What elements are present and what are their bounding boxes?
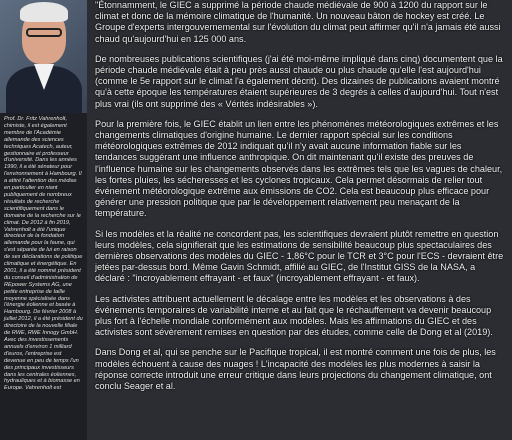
article-body (93, 0, 507, 440)
paragraph: Pour la première fois, le GIEC établit un lien entre les phénomènes météorologiques extrêmes et les changements climatiques d'origine humaine. Le dernier rapport spécial sur les conditions météorologiques extrêmes de 2012 indiquait qu'il n'y avait aucune information fiable sur les tendances suggérant une influence anthropique. On dit maintenant qu'il existe des preuves de l'influence humaine sur les changements observés dans les extrêmes tels que les vagues de chaleur, les fortes pluies, les sécheresses et les cyclones tropicaux. Cela permet désormais de relier tout événement météorologique extrême aux émissions de CO2. Cela est beaucoup plus efficace pour générer une pression politique que par le développement relativement peu menaçant de la température. (95, 118, 503, 219)
author-sidebar (0, 0, 87, 440)
author-bio: Prof. Dr. Fritz Vahrenholt, chimiste, il est également membre de l'Académie allemande des sciences techniques Acatech, auteur, gestionnaire et professeur d'université. Dans les années 1990, il a été sénateur pour l'environnement à Hambourg. Il a attiré l'attention des médias en particulier en niant publiquement de nombreux résultats de recherche scientifiquement dans le domaine de la recherche sur le climat. De 2012 à fin 2019, Vahrenholt a été l'unique directeur de la fondation allemande pour la faune, qui s'est séparée de lui en raison de ses déclarations de politique climatique et énergétique. En 2001, il a été nommé président du conseil d'administration de REpower Systems AG, une petite entreprise de taille moyenne spécialisée dans l'énergie éolienne et basée à Hambourg. De février 2008 à juillet 2012, il a été président du directoire de la nouvelle filiale de RWE, RWE Innogy GmbH. Avec des investissements annuels d'environ 1 milliard d'euros, l'entreprise est devenue en peu de temps l'un des principaux investisseurs dans les centrales éoliennes, hydrauliques et à biomasse en Europe. Vahrenholt est (4, 116, 83, 392)
paragraph: Si les modèles et la réalité ne concordent pas, les scientifiques devraient plutôt remettre en question leurs modèles, cela signifierait que les estimations de sensibilité beaucoup plus spectaculaires des dernières observations des modèles du GIEC - 1,86°C pour le TCR et 3°C pour l'ECS - devraient être jetées par-dessus bord. Même Gavin Schmidt, affilié au GIEC, de l'Institut GISS de la NASA, a déclaré : "incroyablement effrayant - et faux" (incroyablement effrayant - et faux). (95, 228, 504, 284)
author-photo (0, 0, 87, 113)
paragraph: "Étonnamment, le GIEC a supprimé la période chaude médiévale de 900 à 1200 du rapport sur le climat et donc de la mémoire climatique de l'humanité. Un nouveau bâton de hockey est créé. Le Groupe d'experts intergouvernemental sur l'évolution du climat peut affirmer qu'il n'a jamais été aussi chaud qu'aujourd'hui en 125 000 ans. (95, 0, 501, 44)
paragraph: De nombreuses publications scientifiques (j'ai été moi-même impliqué dans cinq) documentent que la période chaude médiévale était à peu près aussi chaude ou plus chaude qu'elle l'est aujourd'hui (comme le 5e rapport sur le climat l'a également décrit). Des dizaines de publications avaient montré qu'à cette époque les températures étaient supérieures de 3 degrés à celles d'aujourd'hui. Tout n'est plus vrai (ils ont supprimé des « Vérités indésirables »). (95, 53, 503, 109)
paragraph: Les activistes attribuent actuellement le décalage entre les modèles et les observations à des événements temporaires de variabilité interne et au fait que le réchauffement va devenir beaucoup plus fort à l'échelle mondiale conformément aux modèles. Mais les affirmations du GIEC et des activistes sont sévèrement remises en question par des études, comme celle de Dong et al (2019). (95, 293, 493, 338)
paragraph: Dans Dong et al, qui se penche sur le Pacifique tropical, il est montré comment une fois de plus, les modèles échouent à cause des nuages ! L'incapacité des modèles les plus modernes à saisir la réponse correcte introduit une erreur critique dans leurs projections du changement climatique, ont conclu Seager et al. (95, 347, 496, 392)
